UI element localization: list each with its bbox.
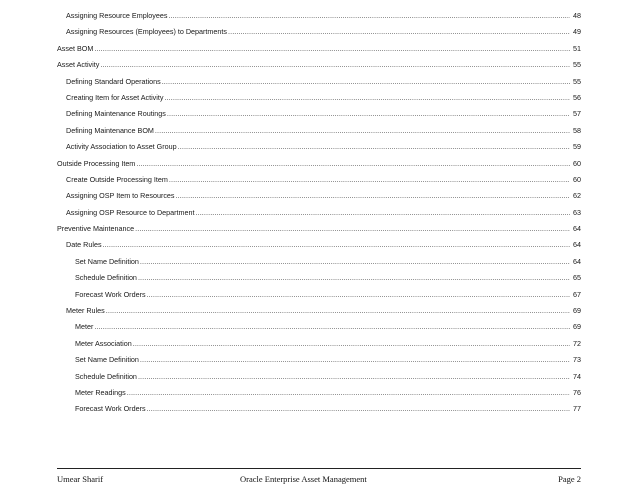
toc-entry[interactable] <box>0 303 638 319</box>
toc-entry-page-number: 77 <box>573 404 581 414</box>
toc-dot-leader <box>135 221 570 237</box>
toc-entry-page-number: 58 <box>573 125 581 135</box>
toc-entry-page-number: 76 <box>573 387 581 397</box>
toc-entry-page-number: 64 <box>573 256 581 266</box>
toc-entry-label: Assigning Resource Employees <box>66 11 168 20</box>
toc-dot-leader <box>103 237 570 253</box>
toc-dot-leader <box>94 319 570 335</box>
toc-entry[interactable] <box>0 24 638 40</box>
toc-dot-leader <box>140 352 570 368</box>
toc-entry-label: Assigning Resources (Employees) to Departments <box>66 27 227 37</box>
toc-dot-leader <box>176 188 570 204</box>
page-footer <box>57 468 581 491</box>
toc-entry[interactable] <box>0 352 638 368</box>
toc-entry-label: Preventive Maintenance <box>57 224 135 234</box>
toc-entry-page-number: 69 <box>573 322 581 332</box>
toc-entry[interactable] <box>0 369 638 385</box>
toc-dot-leader <box>106 303 570 319</box>
toc-entry[interactable] <box>0 41 638 57</box>
toc-entry[interactable] <box>0 8 638 24</box>
toc-dot-leader <box>127 385 570 401</box>
toc-dot-leader <box>196 205 570 221</box>
toc-entry[interactable] <box>0 221 638 237</box>
toc-entry-label: Set Name Definition <box>75 355 139 365</box>
toc-entry-label: Defining Standard Operations <box>66 76 161 86</box>
toc-entry-page-number: 49 <box>573 27 581 37</box>
toc-entry-page-number: 74 <box>573 371 581 381</box>
toc-entry[interactable] <box>0 336 638 352</box>
toc-entry-label: Forecast Work Orders <box>75 289 146 299</box>
toc-entry[interactable] <box>0 139 638 155</box>
toc-entry-label: Meter <box>75 322 94 332</box>
toc-entry[interactable] <box>0 287 638 303</box>
toc-entry-label: Defining Maintenance Routings <box>66 109 166 119</box>
toc-entry[interactable] <box>0 270 638 286</box>
toc-entry-label: Date Rules <box>66 240 102 250</box>
toc-dot-leader <box>133 336 570 352</box>
toc-entry-page-number: 64 <box>573 224 581 234</box>
toc-entry[interactable] <box>0 319 638 335</box>
toc-entry-page-number: 65 <box>573 273 581 283</box>
toc-dot-leader <box>228 24 570 40</box>
toc-dot-leader <box>167 106 570 122</box>
toc-entry-label: Meter Association <box>75 338 132 348</box>
toc-entry[interactable] <box>0 205 638 221</box>
toc-entry[interactable] <box>0 172 638 188</box>
toc-entry-label: Outside Processing Item <box>57 158 136 168</box>
toc-dot-leader <box>147 287 570 303</box>
toc-entry-page-number: 55 <box>573 76 581 86</box>
toc-entry-label: Meter Readings <box>75 387 126 397</box>
toc-entry[interactable] <box>0 57 638 73</box>
toc-entry-page-number: 64 <box>573 240 581 250</box>
toc-entry-page-number: 60 <box>573 174 581 184</box>
toc-entry[interactable] <box>0 188 638 204</box>
toc-entry-label: Create Outside Processing Item <box>66 174 168 184</box>
toc-entry-label: Schedule Definition <box>75 273 137 283</box>
toc-entry-label: Creating Item for Asset Activity <box>66 92 164 102</box>
toc-entry-page-number: 73 <box>573 355 581 365</box>
toc-entry-label: Schedule Definition <box>75 371 137 381</box>
toc-dot-leader <box>168 8 570 24</box>
toc-entry-page-number: 67 <box>573 289 581 299</box>
toc-dot-leader <box>136 156 570 172</box>
toc-dot-leader <box>147 401 570 417</box>
toc-dot-leader <box>100 57 570 73</box>
toc-entry[interactable] <box>0 401 638 417</box>
toc-entry[interactable] <box>0 106 638 122</box>
toc-entry[interactable] <box>0 90 638 106</box>
toc-entry-label: Defining Maintenance BOM <box>66 125 154 135</box>
toc-entry-page-number: 62 <box>573 191 581 201</box>
footer-document-title: Oracle Enterprise Asset Management <box>240 474 367 484</box>
toc-dot-leader <box>138 270 570 286</box>
toc-dot-leader <box>94 41 570 57</box>
toc-entry[interactable] <box>0 74 638 90</box>
toc-entry-label: Forecast Work Orders <box>75 404 146 414</box>
toc-dot-leader <box>162 74 570 90</box>
toc-entry[interactable] <box>0 385 638 401</box>
table-of-contents <box>0 8 638 418</box>
toc-entry-page-number: 63 <box>573 207 581 217</box>
toc-entry-page-number: 51 <box>573 43 581 53</box>
toc-entry-page-number: 48 <box>573 11 581 20</box>
toc-dot-leader <box>138 369 570 385</box>
toc-entry[interactable] <box>0 123 638 139</box>
toc-entry-page-number: 60 <box>573 158 581 168</box>
toc-entry-label: Assigning OSP Resource to Department <box>66 207 195 217</box>
toc-entry[interactable] <box>0 156 638 172</box>
toc-entry-label: Asset Activity <box>57 60 100 70</box>
toc-dot-leader <box>169 172 570 188</box>
toc-entry[interactable] <box>0 254 638 270</box>
toc-entry-page-number: 57 <box>573 109 581 119</box>
toc-entry-page-number: 59 <box>573 142 581 152</box>
footer-page-number: Page 2 <box>558 474 581 484</box>
toc-entry-label: Meter Rules <box>66 306 105 316</box>
toc-entry-label: Set Name Definition <box>75 256 139 266</box>
toc-entry-label: Asset BOM <box>57 43 94 53</box>
toc-entry-page-number: 56 <box>573 92 581 102</box>
toc-entry-page-number: 72 <box>573 338 581 348</box>
toc-dot-leader <box>178 139 570 155</box>
toc-entry-label: Activity Association to Asset Group <box>66 142 177 152</box>
toc-entry-page-number: 69 <box>573 306 581 316</box>
toc-entry-page-number: 55 <box>573 60 581 70</box>
toc-entry-label: Assigning OSP Item to Resources <box>66 191 175 201</box>
toc-dot-leader <box>155 123 570 139</box>
footer-author: Umear Sharif <box>57 474 104 484</box>
toc-dot-leader <box>164 90 570 106</box>
toc-entry[interactable] <box>0 237 638 253</box>
toc-dot-leader <box>140 254 570 270</box>
